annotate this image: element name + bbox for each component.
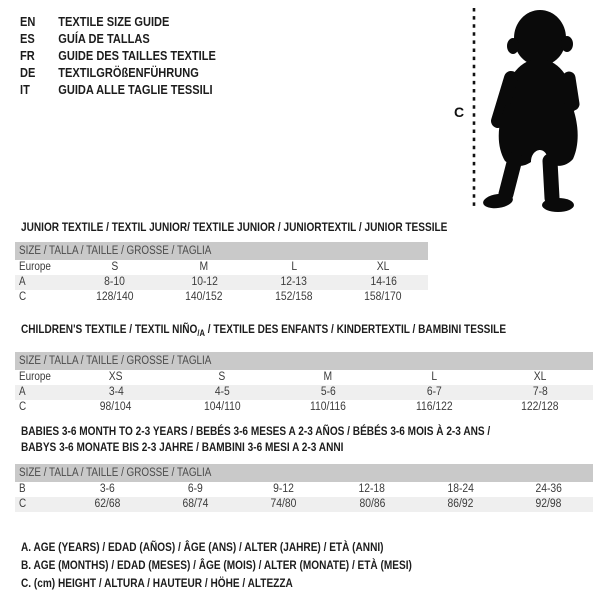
note-age-years: A. AGE (YEARS) / EDAD (AÑOS) / ÂGE (ANS) / ALTER (JAHRE) / ETÀ (ANNI) xyxy=(21,540,384,554)
table-cell: 12-13 xyxy=(280,276,307,288)
baby-figure xyxy=(448,4,600,216)
table-cell: 158/170 xyxy=(364,291,402,303)
table-row-height xyxy=(15,400,593,415)
row-label: C xyxy=(19,291,27,303)
lang-code: FR xyxy=(20,48,35,63)
table-cell: 104/110 xyxy=(203,401,241,413)
table-cell: 122/128 xyxy=(521,401,559,413)
table-cell: 116/122 xyxy=(415,401,453,413)
table-cell: 6-7 xyxy=(426,386,442,398)
table-cell: 128/140 xyxy=(96,291,134,303)
baby-body xyxy=(482,10,578,212)
lang-row-en xyxy=(20,13,216,30)
table-row-age xyxy=(15,385,593,400)
table-cell: 152/158 xyxy=(275,291,313,303)
table-cell: XS xyxy=(109,371,123,383)
language-list xyxy=(20,13,250,98)
lang-row-fr xyxy=(20,47,216,64)
table-cell: 92/98 xyxy=(535,498,562,510)
table-cell: 3-6 xyxy=(99,483,115,495)
row-label: A xyxy=(19,276,26,288)
table-cell: 14-16 xyxy=(370,276,397,288)
table-row-height xyxy=(15,497,593,512)
table-cell: S xyxy=(218,371,226,383)
lang-code: EN xyxy=(20,14,36,29)
note-age-months: B. AGE (MONTHS) / EDAD (MESES) / ÂGE (MOIS) / ALTER (MONATE) / ETÀ (MESI) xyxy=(21,558,412,572)
table-cell: 3-4 xyxy=(108,386,124,398)
size-header-row xyxy=(15,242,428,260)
babies-size-table xyxy=(15,464,593,512)
table-cell: 5-6 xyxy=(320,386,336,398)
table-cell: L xyxy=(431,371,437,383)
table-cell: 140/152 xyxy=(185,291,223,303)
table-cell: XL xyxy=(533,371,547,383)
lang-code: IT xyxy=(20,82,30,97)
lang-label: GUÍA DE TALLAS xyxy=(58,31,150,46)
lang-label: GUIDE DES TAILLES TEXTILE xyxy=(58,48,216,63)
babies-title-line2: BABYS 3-6 MONATE BIS 2-3 JAHRE / BAMBINI 3-6 MESI A 2-3 ANNI xyxy=(21,440,344,454)
babies-section-title xyxy=(21,423,490,455)
table-cell: 68/74 xyxy=(182,498,209,510)
table-row-europe xyxy=(15,370,593,385)
row-label: C xyxy=(19,401,27,413)
table-cell: 6-9 xyxy=(188,483,203,495)
junior-section-title: JUNIOR TEXTILE / TEXTIL JUNIOR/ TEXTILE JUNIOR / JUNIORTEXTIL / JUNIOR TESSILE xyxy=(21,220,448,234)
table-row-months xyxy=(15,482,593,497)
lang-code: ES xyxy=(20,31,35,46)
junior-size-table xyxy=(15,242,428,305)
table-cell: 80/86 xyxy=(359,498,386,510)
note-height-cm: C. (cm) HEIGHT / ALTURA / HAUTEUR / HÖHE / ALTEZZA xyxy=(21,576,293,590)
legend-notes xyxy=(21,538,486,592)
table-cell: 62/68 xyxy=(94,498,121,510)
table-cell: 98/104 xyxy=(100,401,132,413)
lang-row-de xyxy=(20,64,216,81)
table-cell: 12-18 xyxy=(358,483,386,495)
table-cell: 86/92 xyxy=(447,498,474,510)
size-header-row xyxy=(15,352,593,370)
size-header-text: SIZE / TALLA / TAILLE / GRÖSSE / TAGLIA xyxy=(19,467,212,479)
table-cell: 4-5 xyxy=(214,386,230,398)
children-title-sub: /A xyxy=(197,328,205,338)
row-label: Europe xyxy=(19,371,51,383)
table-cell: 7-8 xyxy=(532,386,548,398)
size-header-text: SIZE / TALLA / TAILLE / GRÖSSE / TAGLIA xyxy=(19,245,212,257)
table-cell: S xyxy=(111,261,119,273)
table-cell: M xyxy=(323,371,333,383)
table-row-europe xyxy=(15,260,428,275)
babies-title-line1: BABIES 3-6 MONTH TO 2-3 YEARS / BEBÉS 3-6 MESES A 2-3 AÑOS / BÉBÉS 3-6 MOIS À 2-3 ANS / xyxy=(21,424,491,438)
table-cell: XL xyxy=(376,261,390,273)
row-label: B xyxy=(19,483,26,495)
lang-label: TEXTILE SIZE GUIDE xyxy=(58,14,170,29)
table-row-height xyxy=(15,290,428,305)
table-cell: 8-10 xyxy=(104,276,126,288)
table-row-age xyxy=(15,275,428,290)
table-cell: 9-12 xyxy=(273,483,295,495)
height-measure-label: C xyxy=(454,104,465,120)
children-size-table xyxy=(15,352,593,415)
row-label: A xyxy=(19,386,26,398)
lang-row-es xyxy=(20,30,216,47)
table-cell: 24-36 xyxy=(535,483,563,495)
table-cell: 10-12 xyxy=(191,276,218,288)
row-label: Europe xyxy=(19,261,51,273)
lang-code: DE xyxy=(20,65,36,80)
lang-label: TEXTILGRÖßENFÜHRUNG xyxy=(58,65,199,80)
table-cell: M xyxy=(199,261,209,273)
lang-label: GUIDA ALLE TAGLIE TESSILI xyxy=(58,82,213,97)
children-title-part2: / TEXTILE DES ENFANTS / KINDERTEXTIL / BAMBINI TESSILE xyxy=(204,322,507,336)
size-header-row xyxy=(15,464,593,482)
baby-silhouette xyxy=(448,4,600,216)
table-cell: L xyxy=(290,261,297,273)
lang-row-it xyxy=(20,81,216,98)
table-cell: 18-24 xyxy=(447,483,474,495)
table-cell: 110/116 xyxy=(310,401,346,413)
children-section-title xyxy=(21,321,506,341)
children-title-part1: CHILDREN'S TEXTILE / TEXTIL NIÑO xyxy=(21,322,198,336)
table-cell: 74/80 xyxy=(270,498,297,510)
size-header-text: SIZE / TALLA / TAILLE / GRÖSSE / TAGLIA xyxy=(19,355,212,367)
row-label: C xyxy=(19,498,27,510)
